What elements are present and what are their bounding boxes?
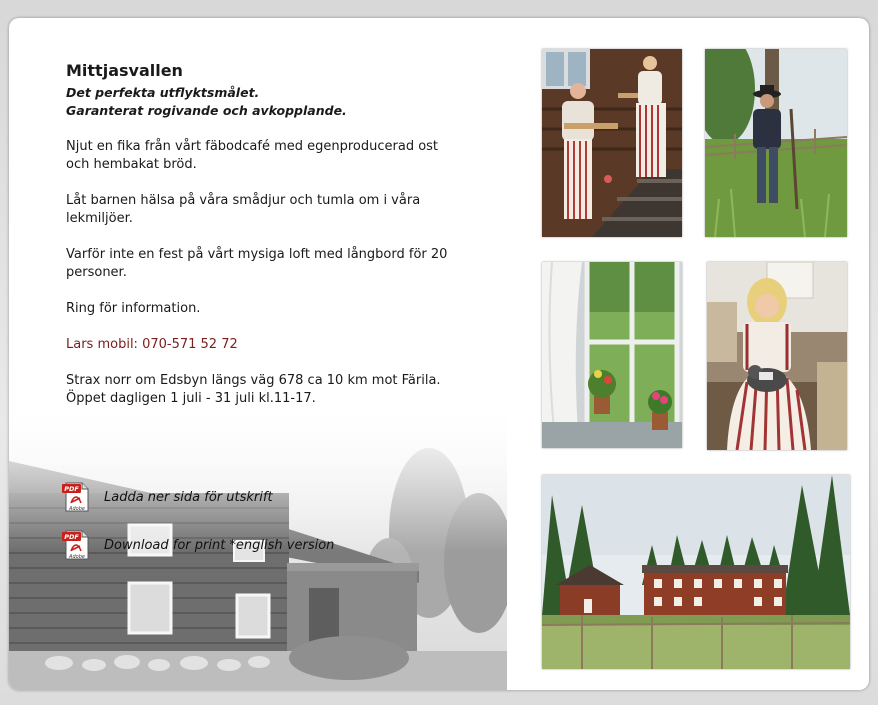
tagline-line-2: Garanterat rogivande och avkopplande. xyxy=(66,103,347,118)
pdf-brand-text: Adobe xyxy=(69,506,85,512)
photo-women-on-steps xyxy=(542,49,682,237)
pdf-badge-text: PDF xyxy=(64,533,79,542)
kids-line-1: Låt barnen hälsa på våra smådjur och tumla om i våra xyxy=(66,193,421,208)
download-english-label: Download for print *english version xyxy=(104,537,335,553)
cafe-line-1: Njut en fika från vårt fäbodcafé med egenproducerad ost xyxy=(66,139,439,154)
pdf-icon xyxy=(62,481,90,513)
kids-line-2: lekmiljöer. xyxy=(66,211,133,226)
tagline-line-1: Det perfekta utflyktsmålet. xyxy=(66,85,260,100)
pdf-badge-text: PDF xyxy=(64,485,79,494)
phone-number: Lars mobil: 070-571 52 72 xyxy=(66,337,238,352)
cafe-line-2: och hembakat bröd. xyxy=(66,157,197,172)
opening-hours-line: Öppet dagligen 1 juli - 31 juli kl.11-17. xyxy=(66,391,316,406)
kids-paragraph xyxy=(66,192,506,228)
directions-paragraph xyxy=(66,372,506,408)
download-print-link[interactable] xyxy=(62,481,273,513)
pdf-icon xyxy=(62,529,90,561)
download-print-label: Ladda ner sida för utskrift xyxy=(104,489,273,505)
info-paragraph: Ring för information. xyxy=(66,301,201,316)
photo-girl-with-cat xyxy=(707,262,847,450)
party-paragraph: Varför inte en fest på vårt mysiga loft med långbord för 20 personer. xyxy=(66,247,448,280)
directions-line: Strax norr om Edsbyn längs väg 678 ca 10 km mot Färila. xyxy=(66,373,441,388)
content-card xyxy=(9,18,869,690)
photo-window-flowers xyxy=(542,262,682,448)
pdf-brand-text: Adobe xyxy=(69,554,85,560)
intro-text xyxy=(66,62,506,408)
photo-man-in-field xyxy=(705,49,847,237)
page-title: Mittjasvallen xyxy=(66,61,183,80)
download-english-link[interactable] xyxy=(62,529,334,561)
cafe-paragraph xyxy=(66,138,506,174)
photo-farm-landscape xyxy=(542,475,850,669)
